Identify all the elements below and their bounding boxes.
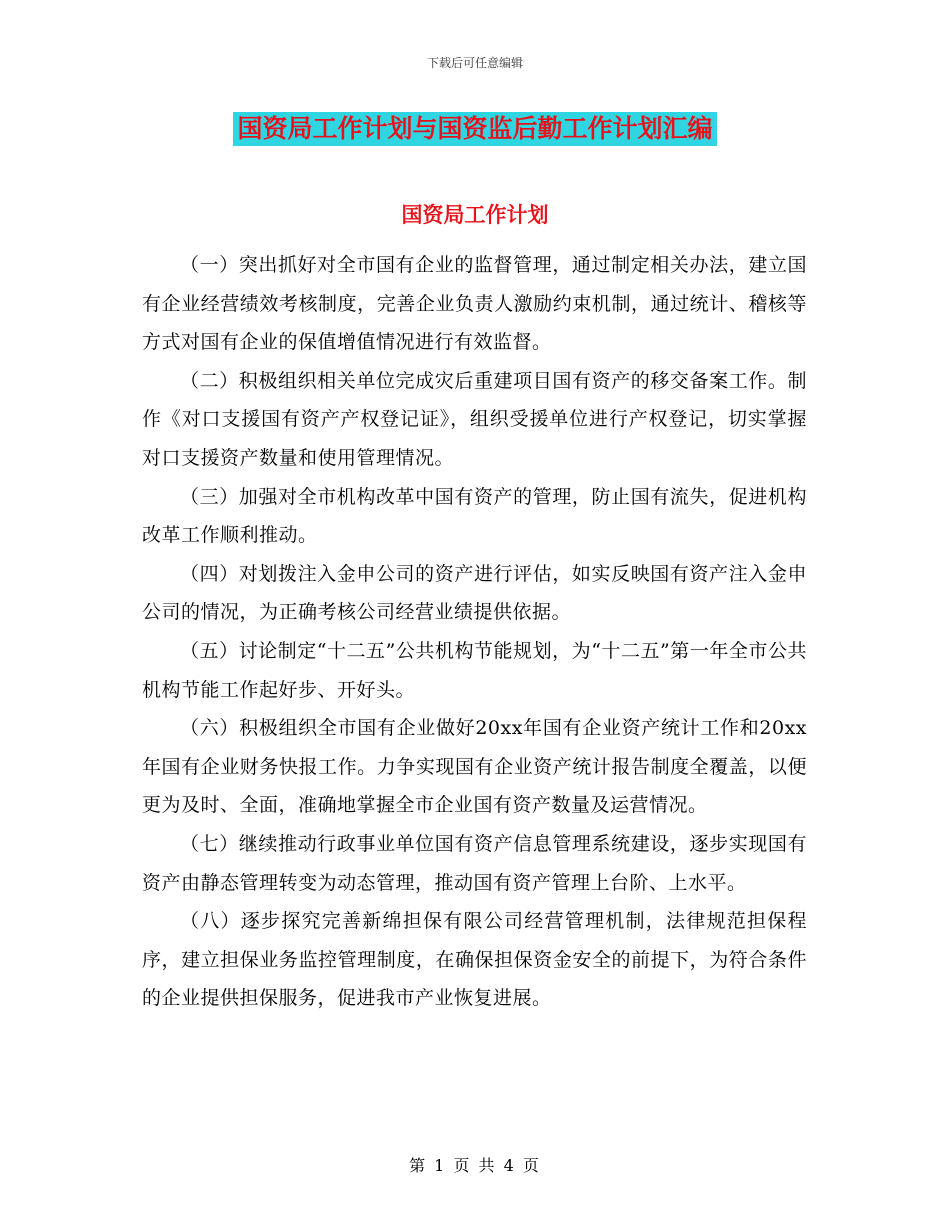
paragraph-8: （八）逐步探究完善新绵担保有限公司经营管理机制，法律规范担保程序，建立担保业务监控管理制度，在确保担保资金安全的前提下，为符合条件的企业提供担保服务，促进我市产业恢复进展。 (142, 910, 807, 1010)
document-body (142, 246, 807, 1018)
paragraph-7: （七）继续推动行政事业单位国有资产信息管理系统建设，逐步实现国有资产由静态管理转变为动态管理，推动国有资产管理上台阶、上水平。 (142, 832, 807, 894)
page-footer: 第 1 页 共 4 页 (409, 1156, 541, 1175)
paragraph-5: （五）讨论制定“十二五”公共机构节能规划，为“十二五”第一年全市公共机构节能工作起好步、开好头。 (142, 639, 807, 701)
paragraph-6: （六）积极组织全市国有企业做好20xx年国有企业资产统计工作和20xx年国有企业财务快报工作。力争实现国有企业资产统计报告制度全覆盖，以便更为及时、全面，准确地掌握全市企业国有资产数量及运营情况。 (142, 717, 807, 817)
paragraph-3: （三）加强对全市机构改革中国有资产的管理，防止国有流失，促进机构改革工作顺利推动。 (142, 485, 807, 547)
main-title-container (0, 112, 950, 146)
main-title: 国资局工作计划与国资监后勤工作计划汇编 (233, 112, 716, 146)
section-title: 国资局工作计划 (401, 203, 549, 227)
paragraph-1: （一）突出抓好对全市国有企业的监督管理，通过制定相关办法，建立国有企业经营绩效考核制度，完善企业负责人激励约束机制，通过统计、稽核等方式对国有企业的保值增值情况进行有效监督。 (142, 254, 807, 354)
paragraph-2: （二）积极组织相关单位完成灾后重建项目国有资产的移交备案工作。制作《对口支援国有资产产权登记证》，组织受援单位进行产权登记，切实掌握对口支援资产数量和使用管理情况。 (142, 369, 807, 469)
header-note: 下载后可任意编辑 (426, 56, 523, 70)
paragraph-4: （四）对划拨注入金申公司的资产进行评估，如实反映国有资产注入金申公司的情况，为正确考核公司经营业绩提供依据。 (142, 562, 807, 624)
